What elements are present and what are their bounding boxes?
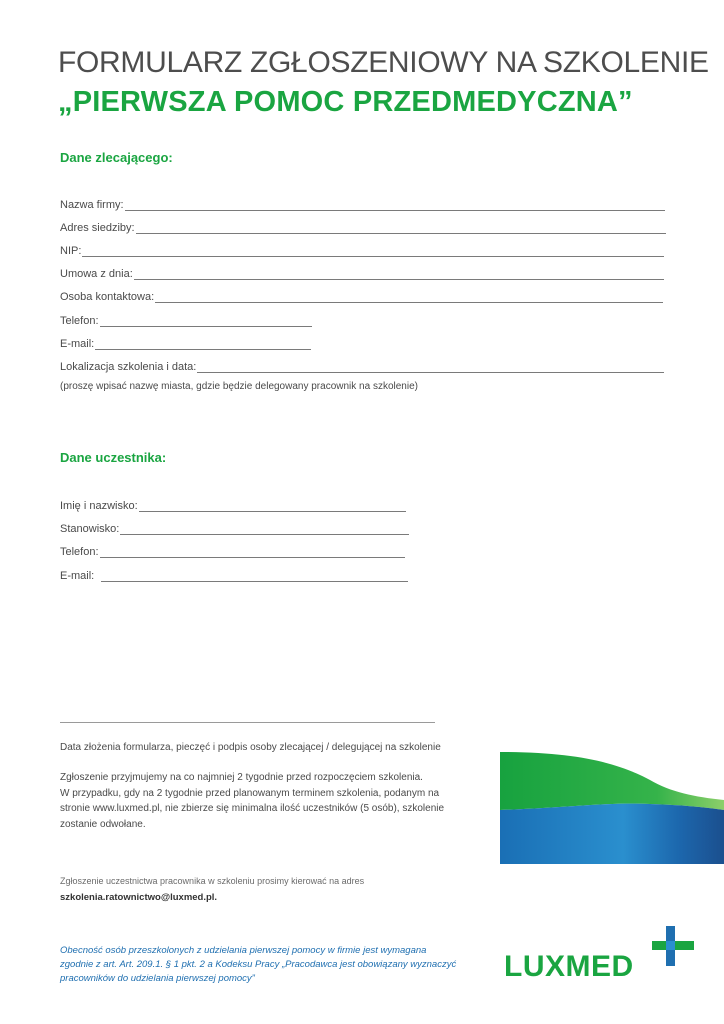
luxmed-logo [504, 924, 704, 984]
submission-email[interactable]: szkolenia.ratownictwo@luxmed.pl. [60, 892, 218, 903]
participant-phone-line[interactable] [100, 546, 405, 558]
contact-person-label: Osoba kontaktowa: [60, 291, 155, 303]
cross-center [666, 941, 675, 950]
contact-person-field[interactable] [60, 287, 663, 303]
participant-heading: Dane uczestnika: [60, 450, 167, 465]
form-title: FORMULARZ ZGŁOSZENIOWY NA SZKOLENIE [58, 46, 709, 79]
participant-name-field[interactable] [60, 496, 406, 512]
participant-position-field[interactable] [60, 519, 409, 535]
training-location-line[interactable] [197, 361, 664, 373]
company-name-field[interactable] [60, 195, 665, 211]
participant-phone-label: Telefon: [60, 546, 99, 558]
legal-line-1: Obecność osób przeszkolonych z udzielania pierwszej pomocy w firmie jest wymagana [60, 945, 427, 956]
participant-phone-field[interactable] [60, 542, 405, 558]
signature-caption: Data złożenia formularza, pieczęć i podpis osoby zlecającej / delegującej na szkolenie [60, 742, 441, 753]
email-field[interactable] [60, 334, 311, 350]
participant-position-label: Stanowisko: [60, 523, 120, 535]
green-wave [500, 752, 724, 810]
contract-date-line[interactable] [134, 268, 664, 280]
conditions-line-3: stronie www.luxmed.pl, nie zbierze się minimalna ilość uczestników (5 osób), szkolenie [60, 803, 445, 814]
training-name: „PIERWSZA POMOC PRZEDMEDYCZNA” [58, 86, 633, 118]
conditions-line-1: Zgłoszenie przyjmujemy na co najmniej 2 tygodnie przed rozpoczęciem szkolenia. [60, 772, 423, 783]
address-field[interactable] [60, 218, 666, 234]
training-location-field[interactable] [60, 357, 664, 373]
address-line[interactable] [136, 222, 666, 234]
blue-wave [500, 804, 724, 864]
logo-text: LUXMED [504, 950, 634, 983]
email-label: E-mail: [60, 338, 95, 350]
signature-line[interactable] [60, 722, 435, 723]
company-name-line[interactable] [125, 199, 665, 211]
participant-email-field[interactable] [60, 566, 408, 582]
nip-line[interactable] [82, 245, 664, 257]
submission-text: Zgłoszenie uczestnictwa pracownika w szkoleniu prosimy kierować na adres [60, 876, 365, 886]
legal-note [60, 944, 480, 986]
phone-label: Telefon: [60, 315, 99, 327]
nip-field[interactable] [60, 241, 664, 257]
ordering-party-heading: Dane zlecającego: [60, 150, 173, 165]
location-note: (proszę wpisać nazwę miasta, gdzie będzie delegowany pracownik na szkolenie) [60, 381, 418, 392]
phone-field[interactable] [60, 311, 312, 327]
training-location-label: Lokalizacja szkolenia i data: [60, 361, 197, 373]
participant-position-line[interactable] [120, 523, 409, 535]
contact-person-line[interactable] [155, 291, 663, 303]
participant-name-line[interactable] [139, 500, 406, 512]
nip-label: NIP: [60, 245, 82, 257]
address-label: Adres siedziby: [60, 222, 135, 234]
legal-line-3: pracowników do udzielania pierwszej pomocy” [60, 973, 255, 984]
legal-line-2: zgodnie z art. Art. 209.1. § 1 pkt. 2 a Kodeksu Pracy „Pracodawca jest obowiązany wyznaczyć [60, 959, 457, 970]
conditions-line-4: zostanie odwołane. [60, 818, 146, 830]
contract-date-label: Umowa z dnia: [60, 268, 133, 280]
phone-line[interactable] [100, 315, 312, 327]
cross-icon [650, 924, 696, 970]
conditions-line-2: W przypadku, gdy na 2 tygodnie przed planowanym terminem szkolenia, podanym na [60, 787, 440, 799]
contract-date-field[interactable] [60, 264, 664, 280]
participant-email-line[interactable] [101, 570, 408, 582]
participant-name-label: Imię i nazwisko: [60, 500, 138, 512]
email-line[interactable] [95, 338, 311, 350]
company-name-label: Nazwa firmy: [60, 199, 124, 211]
brand-wave-graphic [500, 752, 724, 864]
participant-email-label: E-mail: [60, 570, 95, 582]
conditions-text [60, 770, 480, 832]
